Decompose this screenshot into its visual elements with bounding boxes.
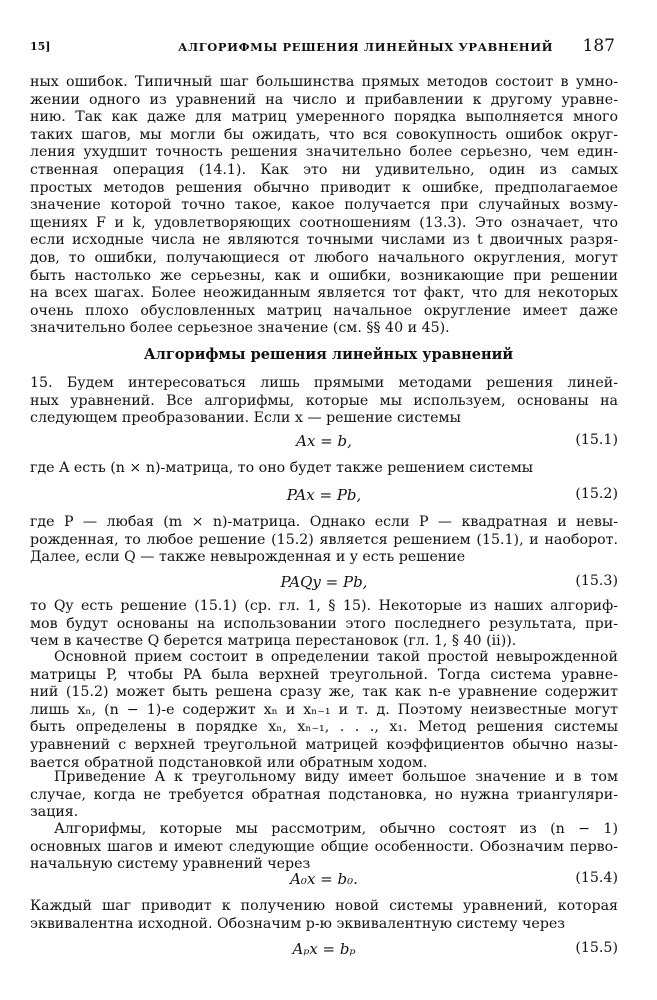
equation-formula: A₀x = b₀.: [290, 870, 358, 888]
text-line: нию. Так как даже для матриц умеренного порядка выполняется много: [30, 109, 618, 126]
text-line: щениях F и k, удовлетворяющих соотношениям (13.3). Это означает, что: [30, 214, 618, 231]
text-line: где P — любая (m × n)-матрица. Однако если P — квадратная и невы-: [30, 514, 618, 530]
text-line: случае, когда не требуется обратная подстановка, но нужна триангуляри-: [30, 786, 618, 803]
text-line: простых методов решения обычно приводит к ошибке, предполагаемое: [30, 179, 618, 196]
text-line: если исходные числа не являются точными числами из t двоичных разря-: [30, 232, 618, 249]
equation-number: (15.5): [575, 940, 618, 956]
equation-number: (15.3): [575, 573, 618, 589]
text-line: мов будут основаны на использовании этого последнего результата, при-: [30, 615, 618, 632]
paragraph-triangular-form: [30, 769, 618, 822]
text-line: Алгорифмы, которые мы рассмотрим, обычно состоят из (n − 1): [54, 821, 618, 837]
text-line: на всех шагах. Более неожиданным является тот факт, что для некоторых: [30, 285, 618, 302]
text-line: эквивалентна исходной. Обозначим p-ю эквивалентную систему через: [30, 915, 566, 932]
paragraph-rounding-errors: [30, 74, 618, 338]
text-line: 15. Будем интересоваться лишь прямыми методами решения линей-: [30, 375, 618, 391]
paragraph-intro-15: [30, 375, 618, 428]
text-line: ных уравнений. Все алгорифмы, которые мы используем, основаны на: [30, 392, 618, 409]
section-marker: 15]: [30, 40, 51, 53]
paragraph-algorithm-steps: [30, 821, 618, 874]
running-header: [30, 38, 615, 58]
text-line: то Qy есть решение (15.1) (ср. гл. 1, § 15). Некоторые из наших алгориф-: [30, 598, 618, 614]
text-line: чем в качестве Q берется матрица перестановок (гл. 1, § 40 (ii)).: [30, 633, 517, 650]
text-line: ления ухудшит точность решения значительно более серьезно, чем един-: [30, 144, 618, 161]
text-line: ных ошибок. Типичный шаг большинства прямых методов состоит в умно-: [30, 74, 618, 90]
text-line: уравнений с верхней треугольной матрицей коэффициентов обычно назы-: [30, 736, 618, 753]
text-line: значение которой точно такое, какое получается при случайных возму-: [30, 197, 618, 214]
equation-15-2: [30, 486, 618, 508]
text-line: Далее, если Q — также невырожденная и y есть решение: [30, 549, 466, 566]
text-line: жении одного из уравнений на число и прибавлении к другому уравне-: [30, 91, 618, 108]
text-line: Приведение A к треугольному виду имеет большое значение и в том: [54, 769, 618, 785]
paragraph-matrix-p: [30, 514, 618, 567]
equation-15-3: [30, 573, 618, 595]
paragraph-matrix-a: [30, 460, 618, 478]
text-line: значительно более серьезное значение (см. §§ 40 и 45).: [30, 320, 450, 337]
text-line: зация.: [30, 804, 79, 821]
equation-formula: Aₚx = bₚ: [292, 940, 356, 958]
equation-formula: Ax = b,: [296, 432, 352, 450]
equation-number: (15.2): [575, 486, 618, 502]
text-line: где A есть (n × n)-матрица, то оно будет также решением системы: [30, 460, 534, 476]
text-line: основных шагов и имеют следующие общие особенности. Обозначим перво-: [30, 838, 618, 855]
paragraph-main-technique: [30, 649, 618, 772]
text-line: таких шагов, мы могли бы ожидать, что вся совокупность ошибок округ-: [30, 126, 618, 143]
text-line: быть настолько же серьезны, как и ошибки, возникающие при решении: [30, 267, 618, 284]
equation-15-4: [30, 870, 618, 892]
text-line: быть определены в порядке xₙ, xₙ₋₁, . . ., x₁. Метод решения системы: [30, 719, 618, 736]
text-line: дов, то ошибки, получающиеся от любого начального округления, могут: [30, 249, 618, 266]
text-line: Основной прием состоит в определении такой простой невырожденной: [54, 649, 618, 665]
equation-15-1: [30, 432, 618, 454]
equation-15-5: [30, 940, 618, 962]
text-line: вается обратной подстановкой или обратным ходом.: [30, 754, 428, 771]
text-line: рожденная, то любое решение (15.2) является решением (15.1), и наоборот.: [30, 531, 618, 548]
text-line: начальную систему уравнений через: [30, 856, 311, 873]
equation-number: (15.4): [575, 870, 618, 886]
running-title: АЛГОРИФМЫ РЕШЕНИЯ ЛИНЕЙНЫХ УРАВНЕНИЙ: [178, 40, 554, 54]
text-line: Каждый шаг приводит к получению новой системы уравнений, которая: [30, 898, 618, 914]
text-line: следующем преобразовании. Если x — решение системы: [30, 410, 461, 427]
text-line: ний (15.2) может быть решена сразу же, так как n-е уравнение содержит: [30, 684, 618, 701]
paragraph-qy-solution: [30, 598, 618, 651]
page-number: 187: [582, 36, 615, 56]
text-line: очень плохо обусловленных матриц начальное округление имеет даже: [30, 302, 618, 319]
text-line: лишь xₙ, (n − 1)-е содержит xₙ и xₙ₋₁ и т. д. Поэтому неизвестные могут: [30, 701, 618, 718]
text-line: матрицы P, чтобы PA была верхней треугольной. Тогда система уравне-: [30, 666, 618, 683]
equation-formula: PAx = Pb,: [286, 486, 362, 504]
equation-formula: PAQy = Pb,: [280, 573, 368, 591]
section-heading: Алгорифмы решения линейных уравнений: [143, 346, 514, 363]
equation-number: (15.1): [575, 432, 618, 448]
paragraph-equivalent-system: [30, 898, 618, 933]
text-line: ственная операция (14.1). Как это ни удивительно, один из самых: [30, 161, 618, 178]
